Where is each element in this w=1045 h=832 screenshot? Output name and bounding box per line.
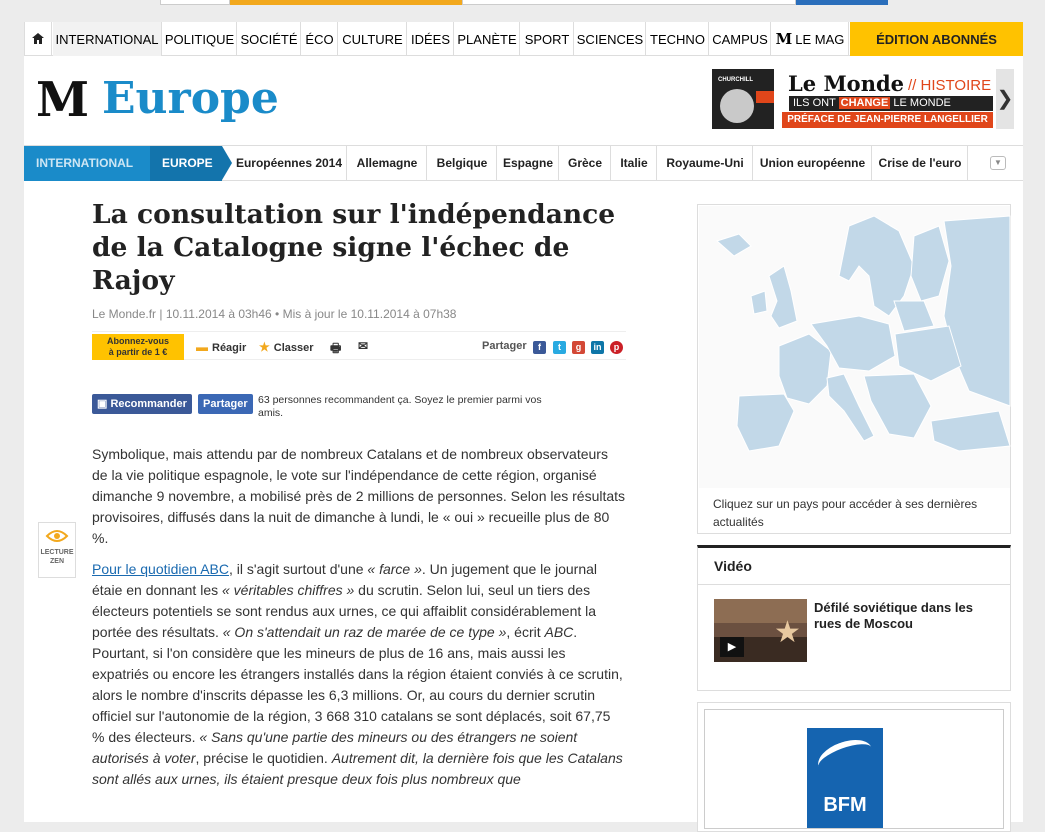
video-heading: Vidéo — [714, 558, 752, 574]
abonnez-vous-button[interactable]: Abonnez-vous à partir de 1 € — [92, 334, 184, 360]
europe-map[interactable] — [699, 206, 1010, 488]
sidebar-ad-frame — [704, 709, 1004, 829]
fb-recommend-count: 63 personnes recommandent ça. Soyez le premier parmi vos amis. — [258, 394, 542, 419]
europe-map-widget — [697, 204, 1011, 534]
twitter-share-icon[interactable]: t — [553, 341, 566, 354]
le-mag-label: LE MAG — [795, 32, 845, 47]
breadcrumb-international[interactable]: INTERNATIONAL — [24, 146, 150, 181]
brand-header — [24, 57, 1023, 145]
subnav-item-union-europeenne[interactable]: Union européenne — [754, 146, 872, 181]
email-icon: ✉ — [358, 339, 369, 353]
sub-nav — [24, 145, 1023, 181]
nav-item-international[interactable]: INTERNATIONAL — [53, 22, 162, 56]
play-icon[interactable]: ▶ — [720, 637, 744, 657]
subnav-dropdown-chevron-icon[interactable]: ▼ — [990, 156, 1006, 170]
le-mag-logo: M — [775, 30, 793, 48]
bfm-logo — [807, 728, 883, 828]
nav-item-sciences[interactable]: SCIENCES — [575, 22, 646, 56]
pinterest-share-icon[interactable]: p — [610, 341, 623, 354]
ad-book-strip — [756, 91, 774, 103]
header-ad-banner[interactable] — [712, 69, 1012, 129]
europe-map-svg — [699, 206, 1010, 488]
subnav-item-italie[interactable]: Italie — [612, 146, 657, 181]
bfm-swoosh-icon — [814, 733, 877, 780]
paragraph: Symbolique, mais attendu par de nombreux Catalans et de nombreux observateurs de la vie politique espagnole, le vote sur l'indépendance de cette région, organisé dimanche 9 novembre, a mobilisé près de 2 millions de personnes. Selon les résultats provisoires, diffusés dans la nuit de dimanche à lundi, le « oui » recueille plus de 80 %. — [92, 446, 626, 546]
subnav-item-crise-euro[interactable]: Crise de l'euro — [873, 146, 968, 181]
video-thumbnail[interactable] — [714, 599, 807, 662]
map-turkey — [931, 411, 1010, 451]
nav-item-culture[interactable]: CULTURE — [339, 22, 407, 56]
subnav-item-royaume-uni[interactable]: Royaume-Uni — [658, 146, 753, 181]
email-button[interactable] — [358, 339, 372, 353]
classer-button[interactable]: ★ Classer — [259, 340, 314, 354]
ad-preface: PRÉFACE DE JEAN-PIERRE LANGELLIER — [782, 112, 993, 128]
nav-item-sport[interactable]: SPORT — [521, 22, 574, 56]
sidebar-ad[interactable] — [697, 702, 1011, 832]
divider — [698, 584, 1010, 585]
nav-item-politique[interactable]: POLITIQUE — [163, 22, 237, 56]
article-toolbar — [92, 331, 626, 360]
subnav-item-europeennes[interactable]: Européennes 2014 — [232, 146, 347, 181]
fb-recommend-button[interactable]: ▣ Recommander — [92, 394, 192, 414]
facebook-social-bar — [92, 394, 552, 424]
map-france — [779, 334, 831, 404]
edition-abonnes-button[interactable]: ÉDITION ABONNÉS — [850, 22, 1023, 56]
paragraph: Pour le quotidien ABC, il s'agit surtout d'une « farce ». Un jugement que le journal étaie en donnant les « véritables chiffres » du scrutin. Selon lui, seul un tiers des électeurs potentiels se sont rendus aux urnes, ce qui affaiblit considérablement la portée des résultats. « On s'attendait un raz de marée de ce type », écrit ABC. Pourtant, si l'on considère que les mineurs de plus de 16 ans, mais aussi les expatriés ou encore les étrangers installés dans la région étaient conviés à ce scrutin, alors le nombre d'inscrits dépasse les 6,3 millions. Or, au cours du dernier scrutin officiel sur l'autonomie de la région, 3 668 310 catalans se sont déplacés, soit 67,75 % des électeurs. « Sans qu'une partie des mineurs ou des étrangers ne soient autorisés à voter, précise le quotidien. Autrement dit, la dernière fois que les Catalans sont allés aux urnes, ils étaient presque deux fois plus nombreux que — [92, 561, 623, 787]
ad-next-arrow-icon[interactable]: ❯ — [996, 69, 1014, 129]
map-ireland — [751, 291, 767, 314]
map-uk — [769, 266, 797, 328]
red-star-icon: ★ — [774, 616, 801, 649]
main-nav — [24, 22, 1023, 56]
subnav-item-belgique[interactable]: Belgique — [428, 146, 497, 181]
breadcrumb-europe[interactable]: EUROPE — [150, 146, 222, 181]
ad-tagline: ILS ONT CHANGE LE MONDE — [789, 96, 993, 111]
video-title[interactable]: Défilé soviétique dans les rues de Moscou — [814, 600, 973, 631]
nav-item-le-mag[interactable] — [772, 22, 849, 56]
subnav-item-grece[interactable]: Grèce — [560, 146, 611, 181]
nav-item-societe[interactable]: SOCIÉTÉ — [238, 22, 301, 56]
reagir-button[interactable]: ▬ Réagir — [196, 340, 247, 354]
googleplus-share-icon[interactable]: g — [572, 341, 585, 354]
nav-item-campus[interactable]: CAMPUS — [710, 22, 771, 56]
subnav-item-espagne[interactable]: Espagne — [498, 146, 559, 181]
subnav-item-allemagne[interactable]: Allemagne — [348, 146, 427, 181]
map-eastern — [895, 326, 961, 381]
ad-series: // HISTOIRE — [908, 77, 992, 94]
rubrique-title[interactable]: Europe — [102, 73, 279, 124]
bfm-label: BFM — [823, 794, 867, 816]
comment-icon: ▬ — [196, 340, 208, 354]
map-iberia — [737, 394, 794, 451]
breadcrumb-arrow — [222, 146, 232, 180]
page — [24, 22, 1023, 822]
nav-item-planete[interactable]: PLANÈTE — [455, 22, 520, 56]
star-icon: ★ — [259, 340, 270, 354]
ad-book-label: CHURCHILL — [718, 77, 753, 83]
nav-item-techno[interactable]: TECHNO — [647, 22, 709, 56]
map-baltics — [894, 301, 934, 331]
ad-brand: Le Monde — [788, 71, 905, 96]
home-icon — [32, 33, 44, 44]
map-russia — [944, 216, 1010, 406]
ad-book-image — [712, 69, 774, 129]
le-monde-logo[interactable]: M — [36, 72, 88, 128]
fb-share-button[interactable]: Partager — [198, 394, 253, 414]
facebook-icon: ▣ — [97, 398, 108, 410]
search-button[interactable] — [796, 0, 888, 5]
lecture-zen-button[interactable] — [38, 522, 76, 578]
zen-label-2: ZEN — [50, 558, 64, 565]
article-meta: Le Monde.fr | 10.11.2014 à 03h46 • Mis à jour le 10.11.2014 à 07h38 — [92, 307, 457, 321]
eye-icon — [46, 529, 68, 543]
map-iceland — [717, 234, 751, 256]
map-caption: Cliquez sur un pays pour accéder à ses dernières actualités — [713, 497, 978, 529]
facebook-share-icon[interactable]: f — [533, 341, 546, 354]
nav-item-idees[interactable]: IDÉES — [408, 22, 454, 56]
zen-label-1: LECTURE — [40, 549, 74, 556]
linkedin-share-icon[interactable]: in — [591, 341, 604, 354]
ad-portrait — [720, 89, 754, 123]
abc-link[interactable]: Pour le quotidien ABC — [92, 561, 229, 577]
map-balkans — [864, 374, 931, 438]
search-strip-left — [160, 0, 230, 5]
map-finland — [911, 226, 949, 301]
article-title: La consultation sur l'indépendance de la Catalogne signe l'échec de Rajoy — [92, 199, 616, 296]
print-button[interactable] — [330, 339, 345, 360]
top-search-strip — [0, 0, 1045, 8]
nav-item-eco[interactable]: ÉCO — [302, 22, 338, 56]
search-strip-accent — [230, 0, 462, 5]
video-widget — [697, 545, 1011, 691]
article-body — [92, 444, 626, 800]
search-input[interactable] — [462, 0, 796, 5]
print-icon: 🖶 — [330, 341, 342, 355]
share-label: Partager — [482, 340, 527, 352]
nav-home[interactable] — [24, 22, 52, 56]
